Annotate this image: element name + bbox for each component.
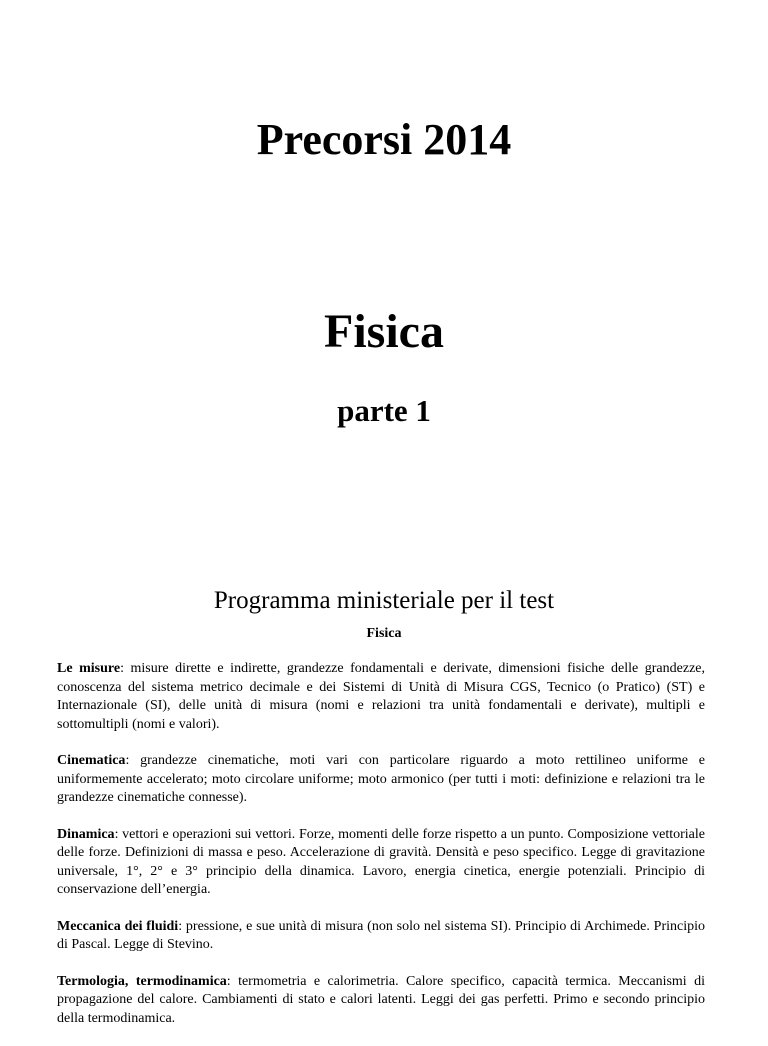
section-cinematica <box>57 752 705 808</box>
section-title: Dinamica <box>57 826 115 842</box>
section-text: : termometria e calorimetria. Calore specifico, capacità termica. Meccanismi di propagazione del calore. Cambiamenti di stato e calori latenti. Leggi dei gas perfetti. Primo e secondo principio della termodinamica. <box>57 973 705 1026</box>
section-title: Meccanica dei fluidi <box>57 918 179 934</box>
section-dinamica <box>57 826 705 900</box>
subject-title: Fisica <box>324 305 444 358</box>
section-text: : vettori e operazioni sui vettori. Forze, momenti delle forze rispetto a un punto. Composizione vettoriale delle forze. Definizioni di massa e peso. Accelerazione di gravità. Densità e peso specifico. Legge di gravitazione universale, 1°, 2° e 3° principio della dinamica. Lavoro, energia cinetica, energie potenziali. Principio di conservazione dell’energia. <box>57 826 705 897</box>
section-termologia-termodinamica <box>57 973 705 1029</box>
section-title: Termologia, termodinamica <box>57 973 227 989</box>
part-title: parte 1 <box>337 393 431 428</box>
section-le-misure <box>57 660 705 734</box>
program-content <box>57 660 705 1046</box>
document-main-title: Precorsi 2014 <box>256 115 512 164</box>
section-title: Cinematica <box>57 753 126 768</box>
section-title: Le misure <box>57 661 121 676</box>
section-meccanica-dei-fluidi <box>57 918 705 955</box>
section-text: : grandezze cinematiche, moti vari con particolare riguardo a moto rettilineo uniforme e uniformemente accelerato; moto circolare uniforme; moto armonico (per tutti i moti: definizione e relazioni tra le grandezze cinematiche connesse). <box>57 753 705 805</box>
section-text: : misure dirette e indirette, grandezze fondamentali e derivate, dimensioni fisiche delle grandezze, conoscenza del sistema metrico decimale e dei Sistemi di Unità di Misura CGS, Tecnico (o Pratico) (ST) e Internazionale (SI), delle unità di misura (nomi e relazioni tra unità fondamentali e derivate), multipli e sottomultipli (nomi e valori). <box>57 661 706 732</box>
section-text: : pressione, e sue unità di misura (non solo nel sistema SI). Principio di Archimede. Principio di Pascal. Legge di Stevino. <box>57 918 705 952</box>
program-heading: Programma ministeriale per il test <box>213 587 555 614</box>
program-subheading: Fisica <box>366 626 402 641</box>
